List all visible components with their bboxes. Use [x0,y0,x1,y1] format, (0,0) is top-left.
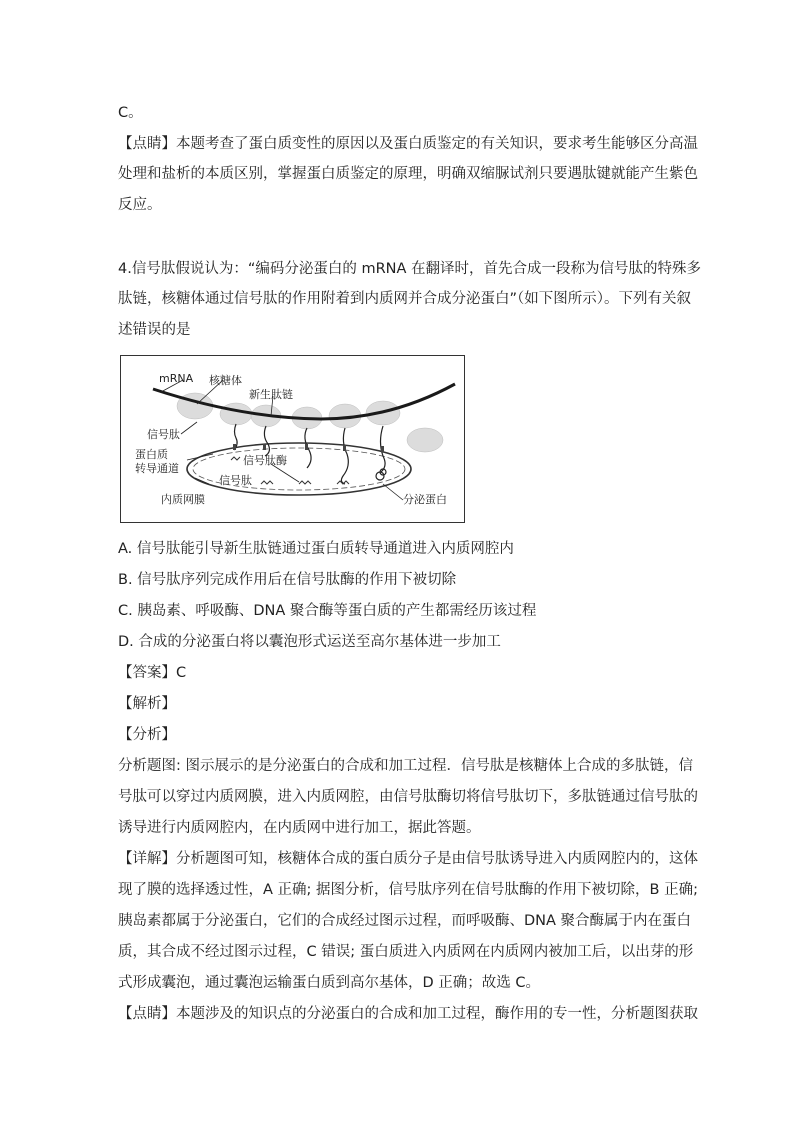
label-signal-peptide-top: 信号肽 [147,428,180,441]
label-channel-line2: 转导通道 [135,462,179,475]
label-mrna: mRNA [159,372,194,385]
text-line: 式形成囊泡，通过囊泡运输蛋白质到高尔基体，D 正确；故选 C。 [118,975,541,991]
option-d: D. 合成的分泌蛋白将以囊泡形式运送至高尔基体进一步加工 [118,634,501,650]
signal-peptide-diagram [120,355,465,523]
ribosome-2 [220,403,252,425]
section-heading: 【解析】 [118,696,176,712]
question-text: 肽链，核糖体通过信号肽的作用附着到内质网并合成分泌蛋白”（如下图所示）。下列有关叙 [118,291,692,307]
label-er-membrane: 内质网膜 [161,493,205,506]
text-line: 质，其合成不经过图示过程，C 错误; 蛋白质进入内质网在内质网内被加工后，以出芽的形 [118,944,694,960]
label-signal-peptide-bottom: 信号肽 [219,474,252,487]
question-text: 述错误的是 [118,322,191,338]
ribosome-7 [407,428,443,452]
text-line: 处理和盐析的本质区别，掌握蛋白质鉴定的原理，明确双缩脲试剂只要遇肽键就能产生紫色 [118,166,698,182]
text-line: 【点睛】本题涉及的知识点的分泌蛋白的合成和加工过程，酶作用的专一性，分析题图获取 [118,1006,698,1022]
text-line: 分析题图: 图示展示的是分泌蛋白的合成和加工过程．信号肽是核糖体上合成的多肽链，信 [118,758,693,774]
question-text: 4.信号肽假说认为：“编码分泌蛋白的 mRNA 在翻译时，首先合成一段称为信号肽的特殊多 [118,261,702,277]
option-a: A. 信号肽能引导新生肽链通过蛋白质转导通道进入内质网腔内 [118,541,514,557]
er-membrane [187,443,411,495]
text-line: 反应。 [118,197,162,213]
text-line: 号肽可以穿过内质网膜，进入内质网腔，由信号肽酶切将信号肽切下，多肽链通过信号肽的 [118,789,698,805]
label-channel-line1: 蛋白质 [135,448,168,461]
text-line: C。 [118,105,143,121]
text-line: 现了膜的选择透过性，A 正确; 据图分析，信号肽序列在信号肽酶的作用下被切除，B 正确; [118,882,698,898]
text-line: 诱导进行内质网腔内，在内质网中进行加工，据此答题。 [118,820,481,836]
option-b: B. 信号肽序列完成作用后在信号肽酶的作用下被切除 [118,572,457,588]
answer-line: 【答案】C [118,665,187,681]
label-secretory-protein: 分泌蛋白 [403,493,447,506]
option-c: C. 胰岛素、呼吸酶、DNA 聚合酶等蛋白质的产生都需经历该过程 [118,603,537,619]
label-signal-peptidase: 信号肽酶 [243,454,287,467]
text-line: 【点睛】本题考查了蛋白质变性的原因以及蛋白质鉴定的有关知识，要求考生能够区分高温 [118,136,698,152]
section-heading: 【分析】 [118,727,176,743]
label-nascent-chain: 新生肽链 [249,388,293,401]
text-line: 【详解】分析题图可知，核糖体合成的蛋白质分子是由信号肽诱导进入内质网腔内的，这体 [118,851,698,867]
label-ribosome: 核糖体 [209,374,242,387]
text-line: 胰岛素都属于分泌蛋白，它们的合成经过图示过程，而呼吸酶、DNA 聚合酶属于内在蛋白 [118,913,692,929]
